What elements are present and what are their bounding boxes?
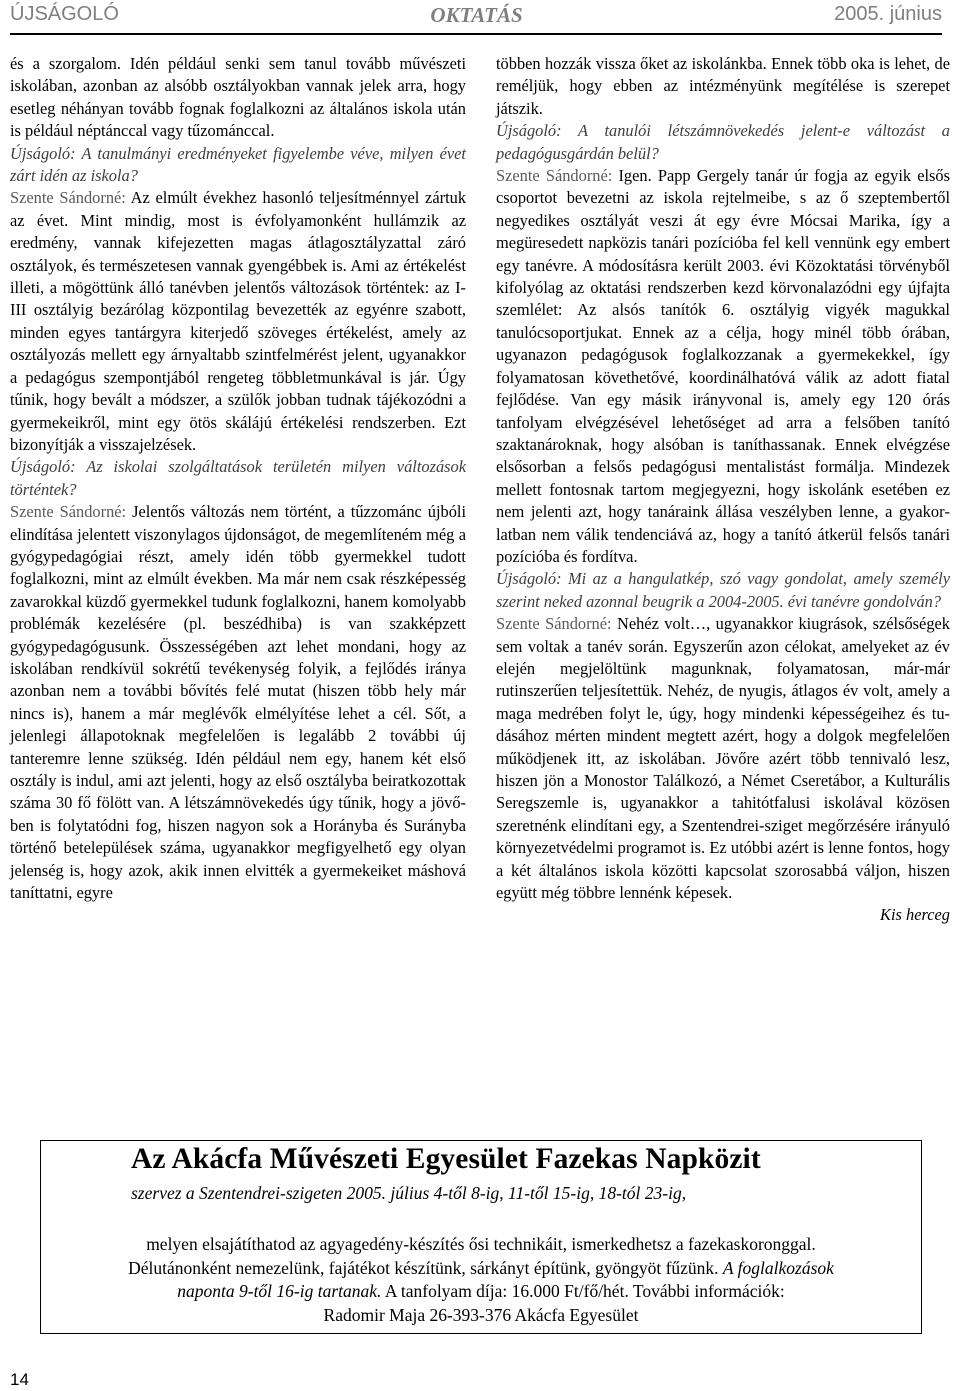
ad-subtitle: szervez a Szentendrei-szigeten 2005. július 4-től 8-ig, 11-től 15-ig, 18-tól 23-ig, <box>131 1183 687 1203</box>
ad-line-3-text: A tanfolyam díja: 16.000 Ft/fő/hét. További információk: <box>381 1281 785 1301</box>
header-section: OKTATÁS <box>430 3 523 27</box>
ad-line-2-italic: A foglalkozások <box>722 1257 834 1278</box>
author-signature: Kis herceg <box>880 905 950 925</box>
page-number: 14 <box>10 1370 29 1389</box>
answer-text: Nehéz volt…, ugyanakkor kiugrások, szélsőségek sem voltak a tanév során. Egyszerűn azon célokat, amelyeket az év elején megjelöltünk magunknak, folyamatosan, már-már rutinszerűen teljesítettük. Nehéz, de nyugis, átlagos év volt, amely a maga medrében folyt le, úgy, hogy mindenki képességeihez és tudásához mérten mindent megtett azért, hogy a dolgok megfelelően működjenek itt, az iskolában. Jövőre azért több tennivaló lesz, hiszen jön a Monostor Találkozó, a Német Cseretábor, a Kulturális Seregszemle is, ugyanakkor a tahitótfalusi iskolával közösen szeretnénk elindítani egy, a Szentendrei-sziget megőrzésére irányuló környezetvédelmi programot is. Ez utóbbi azért is lenne fontos, hogy a két általános iskola közötti kapcsolat szorosabbá váljon, hiszen együtt még többre lennénk képesek. <box>496 614 951 903</box>
interview-question-3: Újságoló: Az iskolai szolgáltatások területén milyen változások történtek? <box>10 457 466 499</box>
advertisement-box <box>40 1140 922 1334</box>
interview-answer-2 <box>10 187 466 456</box>
ad-line-2 <box>41 1257 921 1281</box>
interview-question-5: Újságoló: Mi az a hangulatkép, szó vagy gondolat, amely személy szerint neked azonnal beugrik a 2004-2005. évi tanévre gondolván? <box>496 569 950 611</box>
interview-answer-5 <box>496 613 950 904</box>
ad-body <box>41 1233 921 1327</box>
interview-answer-3 <box>10 501 466 904</box>
header-date: 2005. június <box>834 3 942 25</box>
interview-answer-4 <box>496 165 950 568</box>
ad-contact: Radomir Maja 26-393-376 Akácfa Egyesület <box>323 1304 639 1325</box>
ad-line-1: melyen elsajátíthatod az agyagedény-készítés ősi technikáit, ismerkedhetsz a fazekaskoronggal. <box>146 1234 816 1254</box>
page-header <box>10 3 942 35</box>
right-paragraph-1: többen hozzák vissza őket az iskolánkba. Ennek több oka is lehet, de reméljük, hogy ebben az intézményünk megítélése is szerepet játszik. <box>496 54 950 118</box>
interview-question-2: Újságoló: A tanulmányi eredményeket figyelembe véve, milyen évet zárt idén az iskola? <box>10 143 466 186</box>
speaker-label: Szente Sándorné: <box>496 166 613 186</box>
ad-title: Az Akácfa Művészeti Egyesület Fazekas Napközit <box>131 1143 761 1175</box>
left-column <box>10 53 466 904</box>
speaker-label: Szente Sándorné: <box>10 502 127 522</box>
right-column <box>496 53 950 927</box>
ad-line-2-text: Délutánonként nemezelünk, fajátékot készítünk, sárkányt építünk, gyöngyöt fűzünk. <box>128 1257 723 1278</box>
answer-text: Jelentős változás nem történt, a tűzzománc újbóli elindítása jelentett viszonylagos újdonságot, de megemlíteném még a gyógypedagógiai részt, amely idén több gyermekkel tudott foglalkozni, mint az elmúlt években. Ma már nem csak részképesség zavarokkal küzdő gyermekkel tudunk foglalkozni, hanem komolyabb problémák kezelésére (pl. beszédhiba) is van szakképzett gyógypedagógusunk. Összességében azt lehet mondani, hogy az iskolában rendkívül sokrétű tevékenység folyik, a fejlődés iránya azonban nem a további bővítés felé mutat (hiszen több hely már nincs is), hanem a már meglévők elmélyítése lehet a cél. Sőt, a jelenlegi állapotoknak megfelelően is legalább 2 további új tanteremre lenne szükség. Idén például nem egy, hanem két első osztály is indul, ami azt jelenti, hogy az első osztályba beiratkozottak száma 30 fő fölött van. A létszámnövekedés úgy tűnik, hogy a jövőben is folytatódni fog, hiszen nagyon sok a Horányba és Surányba történő betelepülések száma, ugyanakkor megfigyelhető egy olyan jelenség is, hogy azok, akik innen elvitték a gyermekeiket máshová taníttatni, egyre <box>10 502 466 903</box>
ad-line-3-italic: naponta 9-től 16-ig tartanak. <box>177 1281 382 1301</box>
left-paragraph-1: és a szorgalom. Idén például senki sem tanul tovább művészeti iskolában, azonban az alsóbb osztályokban vannak jelek arra, hogy esetleg néhányan tovább fognak foglalkozni az általános iskola után is például néptánccal vagy tűzománccal. <box>10 54 466 141</box>
speaker-label: Szente Sándorné: <box>496 614 612 634</box>
answer-text: Igen. Papp Gergely tanár úr fogja az egyik elsős csoportot bevezetni az iskola rejtelmeibe, s az ő szeptembertől negyedikes osztályát veszi át egy évre Mócsai Marika, így a megüresedett napközis tanári pozícióba fel kell vennünk egy embert egy tanévre. A módosításra került 2003. évi Közoktatási törvényből kifolyólag az oktatási rendszerben kezd körvonalazódni egy újfajta szemlélet: Az alsós tanítók 6. osztályig vigyék magukkal tanulócsoportjukat. Ennek az a célja, hogy minél több órában, ugyanazon pedagógusok foglalkozzanak a gyermekekkel, így folyamatosan követhetővé, koordinálhatóvá válik az adott fiatal fejlődése. Van egy másik irányvonal is, amely egy 120 órás tanfolyam elvégzésével lehetőséget ad arra a felsőben tanító szaktanároknak, hogy alsóban is taníthassanak. Ennek elvégzése elsősorban a felsős pedagógusi mentalistást formálja. Mindezek mellett fontosnak tartom megjegyezni, hogy iskolánk esetében ez nem jelenti azt, hogy tanáraink állása veszélyben lenne, a gyakorlatban nem válik tendenciává az, hogy a tanító átkerül felsős tanári pozícióba és fordítva. <box>496 166 950 566</box>
header-publication: ÚJSÁGOLÓ <box>10 3 119 25</box>
ad-line-3 <box>41 1280 921 1304</box>
answer-text: Az elmúlt évekhez hasonló teljesítménnyel zártuk az évet. Mint mindig, most is évfolyamonként hullámzik az eredmény, vannak kifejezetten magas átlagosztályzattal záró osztályok, és természetesen vannak gyengébbek is. Ami az értékelést illeti, a mögöttünk álló tanévben jelentős változások történtek: az I-III osztályig bezárólag központilag bevezették az egyénre szabott, minden egyes tantárgyra kiterjedő szöveges értékelést, amely az osztályozás mellett egy árnyaltabb szintfelmérést jelent, ugyanakkor a pedagógus szempontjából rengeteg többletmunkával is jár. Úgy tűnik, hogy bevált a módszer, a szülők jobban tudnak tájékozódni a gyermekeikről, mint egy ötös skálájú értékelési rendszerben. Ezt bizonyítják a visszajelzések. <box>10 188 467 454</box>
speaker-label: Szente Sándorné: <box>10 188 126 208</box>
interview-question-4: Újságoló: A tanulói létszámnövekedés jelent-e változást a pedagógusgárdán belül? <box>496 121 950 163</box>
